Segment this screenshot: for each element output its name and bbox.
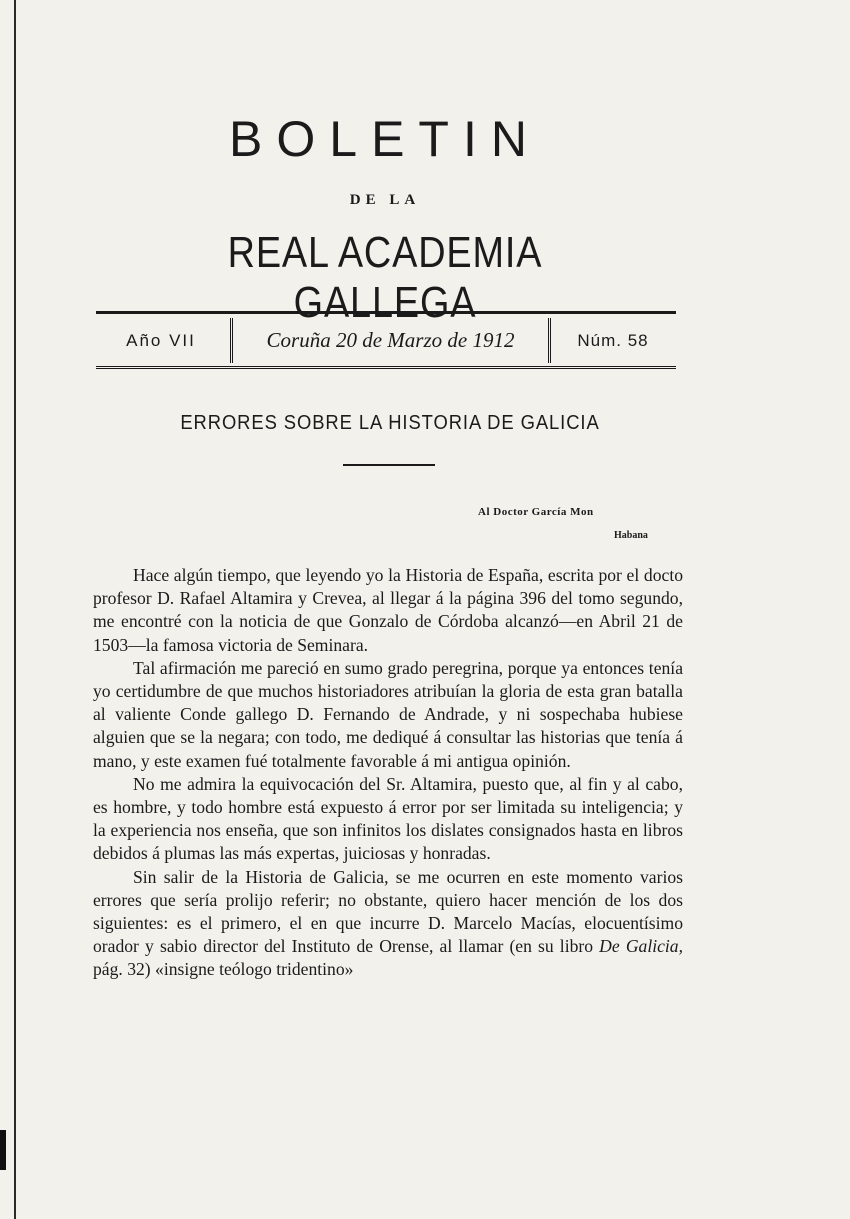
dedication-place: Habana [614, 530, 648, 541]
paragraph-1-text: Hace algún tiempo, que leyendo yo la Historia de España, escrita por el docto profesor D. Rafael Altamira y Crevea, al llegar á la página 396 del tomo segundo, me encontré con la noticia de que Gonzalo de Córdoba alcanzó—en Abril 21 de 1503—la famosa victoria de Seminara. [93, 565, 683, 655]
issue-bar-top-rule [96, 311, 676, 314]
title-rule [343, 464, 435, 466]
paragraph-2: Tal afirmación me pareció en sumo grado peregrina, porque ya entonces tenía yo certidumbre de que muchos historiadores atribuían la gloria de esta gran batalla al valiente Conde gallego D. Fernando de Andrade, y ni sospechaba hubiese alguien que se la negara; con todo, me dediqué á consultar las historias que tenía á mano, y este examen fué totalmente favorable á mi antigua opinión. [93, 657, 683, 771]
masthead-title: BOLETIN [229, 111, 541, 167]
issue-bar-bottom-rule [96, 366, 676, 371]
article-body [93, 564, 683, 982]
issue-date: Coruña 20 de Marzo de 1912 [230, 318, 551, 363]
masthead-subtitle: REAL ACADEMIA GALLEGA [227, 228, 543, 327]
issue-year: Año VII [126, 330, 196, 350]
book-title: De Galicia, [599, 936, 683, 957]
paragraph-4 [93, 866, 683, 982]
paragraph-4-end: pág. 32) «insigne teólogo tridentino» [93, 959, 354, 980]
paragraph-1 [93, 564, 683, 657]
binding-edge-line [14, 0, 16, 1219]
masthead-connector: DE LA [349, 192, 421, 208]
dedication: Al Doctor García Mon [478, 506, 594, 518]
binding-edge-mark [0, 1130, 6, 1170]
article-title: ERRORES SOBRE LA HISTORIA DE GALICIA [180, 412, 600, 434]
paragraph-3: No me admira la equivocación del Sr. Altamira, puesto que, al fin y al cabo, es hombre, y todo hombre está expuesto á error por ser limitada su inteligencia; y la experiencia nos enseña, que son infinitos los dislates consignados hasta en libros debidos á plumas las más expertas, juiciosas y honradas. [93, 773, 683, 864]
paragraph-4-text: Sin salir de la Historia de Galicia, se me ocurren en este momento varios errores que sería prolijo referir; no obstante, quiero hacer mención de los dos siguientes: es el primero, el en que incurre D. Marcelo Macías, elocuentísimo orador y sabio director del Instituto de Orense, al llamar (en su libro [93, 866, 683, 957]
issue-number: Núm. 58 [577, 330, 649, 350]
